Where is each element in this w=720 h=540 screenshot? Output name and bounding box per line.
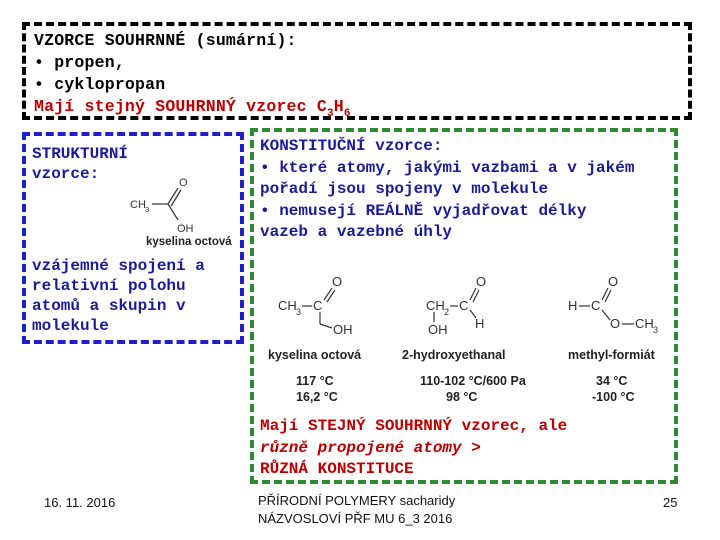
summary-formula-prefix: Mají stejný SOUHRNNÝ vzorec C: [34, 97, 327, 116]
mol3-name: methyl-formiát: [568, 348, 655, 362]
atom-c: C: [591, 298, 601, 313]
mol1-mp: 16,2 °C: [296, 390, 338, 404]
formula-sub-3: 3: [326, 108, 334, 120]
conclusion-line1: Mají STEJNÝ SOUHRNNÝ vzorec, ale: [260, 417, 568, 435]
footer-course: [258, 492, 455, 528]
constitution-heading: [260, 136, 634, 244]
structural-title: [32, 144, 128, 184]
conclusion-line3: RŮZNÁ KONSTITUCE: [260, 460, 414, 478]
structural-description: [32, 256, 205, 336]
summary-formula-line: [34, 96, 680, 118]
atom-oh: OH: [428, 322, 448, 337]
atom-o-carbonyl: O: [608, 274, 619, 289]
atom-o: O: [179, 177, 188, 189]
footer-course-line1: PŘÍRODNÍ POLYMERY sacharidy: [258, 493, 456, 508]
atom-oh: OH: [177, 223, 194, 235]
methyl-formate-constitution: [566, 272, 676, 342]
mol3-mp: -100 °C: [592, 390, 635, 404]
atom-c: C: [459, 298, 469, 313]
structural-desc-line2: relativní polohu: [32, 277, 186, 295]
atom-sub2: 2: [444, 307, 450, 317]
mol2-bp: 110-102 °C/600 Pa: [420, 374, 526, 388]
mol1-name: kyselina octová: [268, 348, 362, 362]
atom-h: H: [568, 298, 578, 313]
structural-desc-line1: vzájemné spojení a: [32, 257, 205, 275]
summary-formula-box: [22, 22, 692, 120]
atom-ch3: CH: [635, 316, 654, 331]
atom-h: H: [475, 316, 485, 331]
constitution-head-line2: • které atomy, jakými vazbami a v jakém: [260, 158, 635, 177]
mol2-name: 2-hydroxyethanal: [402, 348, 506, 362]
atom-ch3: CH: [278, 298, 297, 313]
formula-sub-6: 6: [343, 108, 351, 120]
summary-item-propen: • propen,: [34, 53, 125, 72]
constitution-formula-box: [250, 128, 678, 484]
atom-o: O: [332, 274, 343, 289]
hydroxyethanal-constitution: [424, 272, 524, 342]
atom-sub3: 3: [653, 325, 659, 335]
structural-desc-line3: atomů a skupin v: [32, 297, 186, 315]
constitution-head-line1: KONSTITUČNÍ vzorce:: [260, 137, 443, 155]
atom-o-ester: O: [610, 316, 621, 331]
atom-o: O: [476, 274, 487, 289]
atom-sub3: 3: [296, 307, 302, 317]
footer-date: 16. 11. 2016: [44, 495, 116, 510]
left-molecule-name: kyselina octová: [146, 236, 232, 248]
atom-sub3: 3: [145, 205, 150, 214]
structural-desc-line4: molekule: [32, 317, 109, 335]
constitution-head-line5: vazeb a vazebné úhly: [260, 223, 453, 241]
atom-c: C: [313, 298, 323, 313]
summary-heading: VZORCE SOUHRNNÉ (sumární):: [34, 31, 297, 50]
constitution-conclusion: [260, 416, 567, 481]
structural-title-line2: vzorce:: [32, 165, 100, 183]
mol3-bp: 34 °C: [596, 374, 628, 388]
acetic-acid-constitution: [276, 272, 386, 342]
structural-title-line1: STRUKTURNÍ: [32, 145, 129, 163]
conclusion-line2: různě propojené atomy >: [260, 438, 481, 457]
constitution-head-line4: • nemusejí REÁLNĚ vyjadřovat délky: [260, 201, 587, 220]
page-number: 25: [663, 495, 678, 510]
mol2-mp: 98 °C: [446, 390, 478, 404]
footer-course-line2: NÁZVOSLOVÍ PŘF MU 6_3 2016: [258, 511, 453, 526]
structural-formula-box: [22, 132, 244, 344]
mol1-bp: 117 °C: [296, 374, 334, 388]
atom-ch3: CH: [130, 199, 146, 211]
atom-ch2: CH: [426, 298, 445, 313]
constitution-head-line3: pořadí jsou spojeny v molekule: [260, 180, 549, 198]
summary-item-cyclopropane: • cyklopropan: [34, 75, 166, 94]
atom-oh: OH: [333, 322, 353, 337]
formula-h: H: [333, 97, 344, 116]
